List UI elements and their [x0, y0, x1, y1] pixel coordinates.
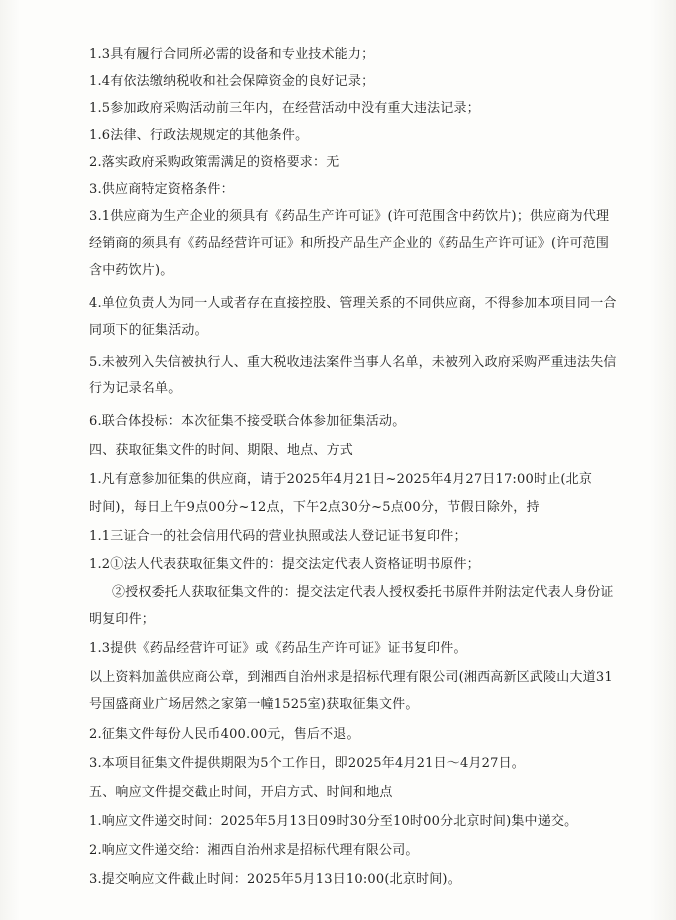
- text-line: 行为记录名单。: [89, 381, 182, 396]
- text-line: 3.1供应商为生产企业的须具有《药品生产许可证》(许可范围含中药饮片)；供应商为代理: [89, 209, 610, 224]
- text-line: ②授权委托人获取征集文件的：提交法定代表人授权委托书原件并附法定代表人身份证: [112, 585, 614, 600]
- text-line: 5.未被列入失信被执行人、重大税收违法案件当事人名单，未被列入政府采购严重违法失信: [89, 355, 617, 370]
- section-heading: 四、获取征集文件的时间、期限、地点、方式: [89, 443, 354, 458]
- section-heading: 五、响应文件提交截止时间，开启方式、时间和地点: [89, 785, 393, 800]
- text-line: 明复印件；: [89, 612, 156, 627]
- text-line: 含中药饮片)。: [89, 263, 174, 278]
- text-line: 2.落实政府采购政策需满足的资格要求：无: [89, 155, 340, 170]
- text-line: 同项下的征集活动。: [89, 323, 208, 338]
- text-line: 时间)，每日上午9点00分~12点，下午2点30分~5点00分，节假日除外，持: [89, 500, 540, 515]
- text-line: 1.响应文件递交时间：2025年5月13日09时30分至10时00分北京时间)集中递交。: [89, 814, 578, 829]
- text-line: 1.3提供《药品经营许可证》或《药品生产许可证》证书复印件。: [89, 641, 467, 656]
- text-line: 3.本项目征集文件提供期限为5个工作日，即2025年4月21日～4月27日。: [89, 756, 525, 771]
- text-line: 6.联合体投标：本次征集不接受联合体参加征集活动。: [89, 414, 406, 429]
- text-line: 1.凡有意参加征集的供应商，请于2025年4月21日~2025年4月27日17:00时止(北京: [89, 472, 593, 487]
- text-line: 1.6法律、行政法规规定的其他条件。: [89, 128, 309, 143]
- text-line: 1.3具有履行合同所必需的设备和专业技术能力；: [89, 47, 375, 62]
- text-line: 2.征集文件每份人民币400.00元，售后不退。: [89, 727, 360, 742]
- text-line: 1.5参加政府采购活动前三年内，在经营活动中没有重大违法记录；: [89, 101, 480, 116]
- text-line: 1.4有依法缴纳税收和社会保障资金的良好记录；: [89, 74, 375, 89]
- text-line: 3.提交响应文件截止时间：2025年5月13日10:00(北京时间)。: [89, 872, 461, 887]
- text-line: 号国盛商业广场居然之家第一幢1525室)获取征集文件。: [89, 697, 419, 712]
- text-line: 1.2①法人代表获取征集文件的：提交法定代表人资格证明书原件；: [89, 557, 480, 572]
- text-line: 经销商的须具有《药品经营许可证》和所投产品生产企业的《药品生产许可证》(许可范围: [89, 236, 610, 251]
- text-line: 3.供应商特定资格条件：: [89, 182, 234, 197]
- text-line: 以上资料加盖供应商公章，到湘西自治州求是招标代理有限公司(湘西高新区武陵山大道31: [89, 670, 613, 685]
- text-line: 4.单位负责人为同一人或者存在直接控股、管理关系的不同供应商，不得参加本项目同一合: [89, 296, 617, 311]
- text-line: 1.1三证合一的社会信用代码的营业执照或法人登记证书复印件；: [89, 529, 467, 544]
- text-line: 2.响应文件递交给：湘西自治州求是招标代理有限公司。: [89, 843, 419, 858]
